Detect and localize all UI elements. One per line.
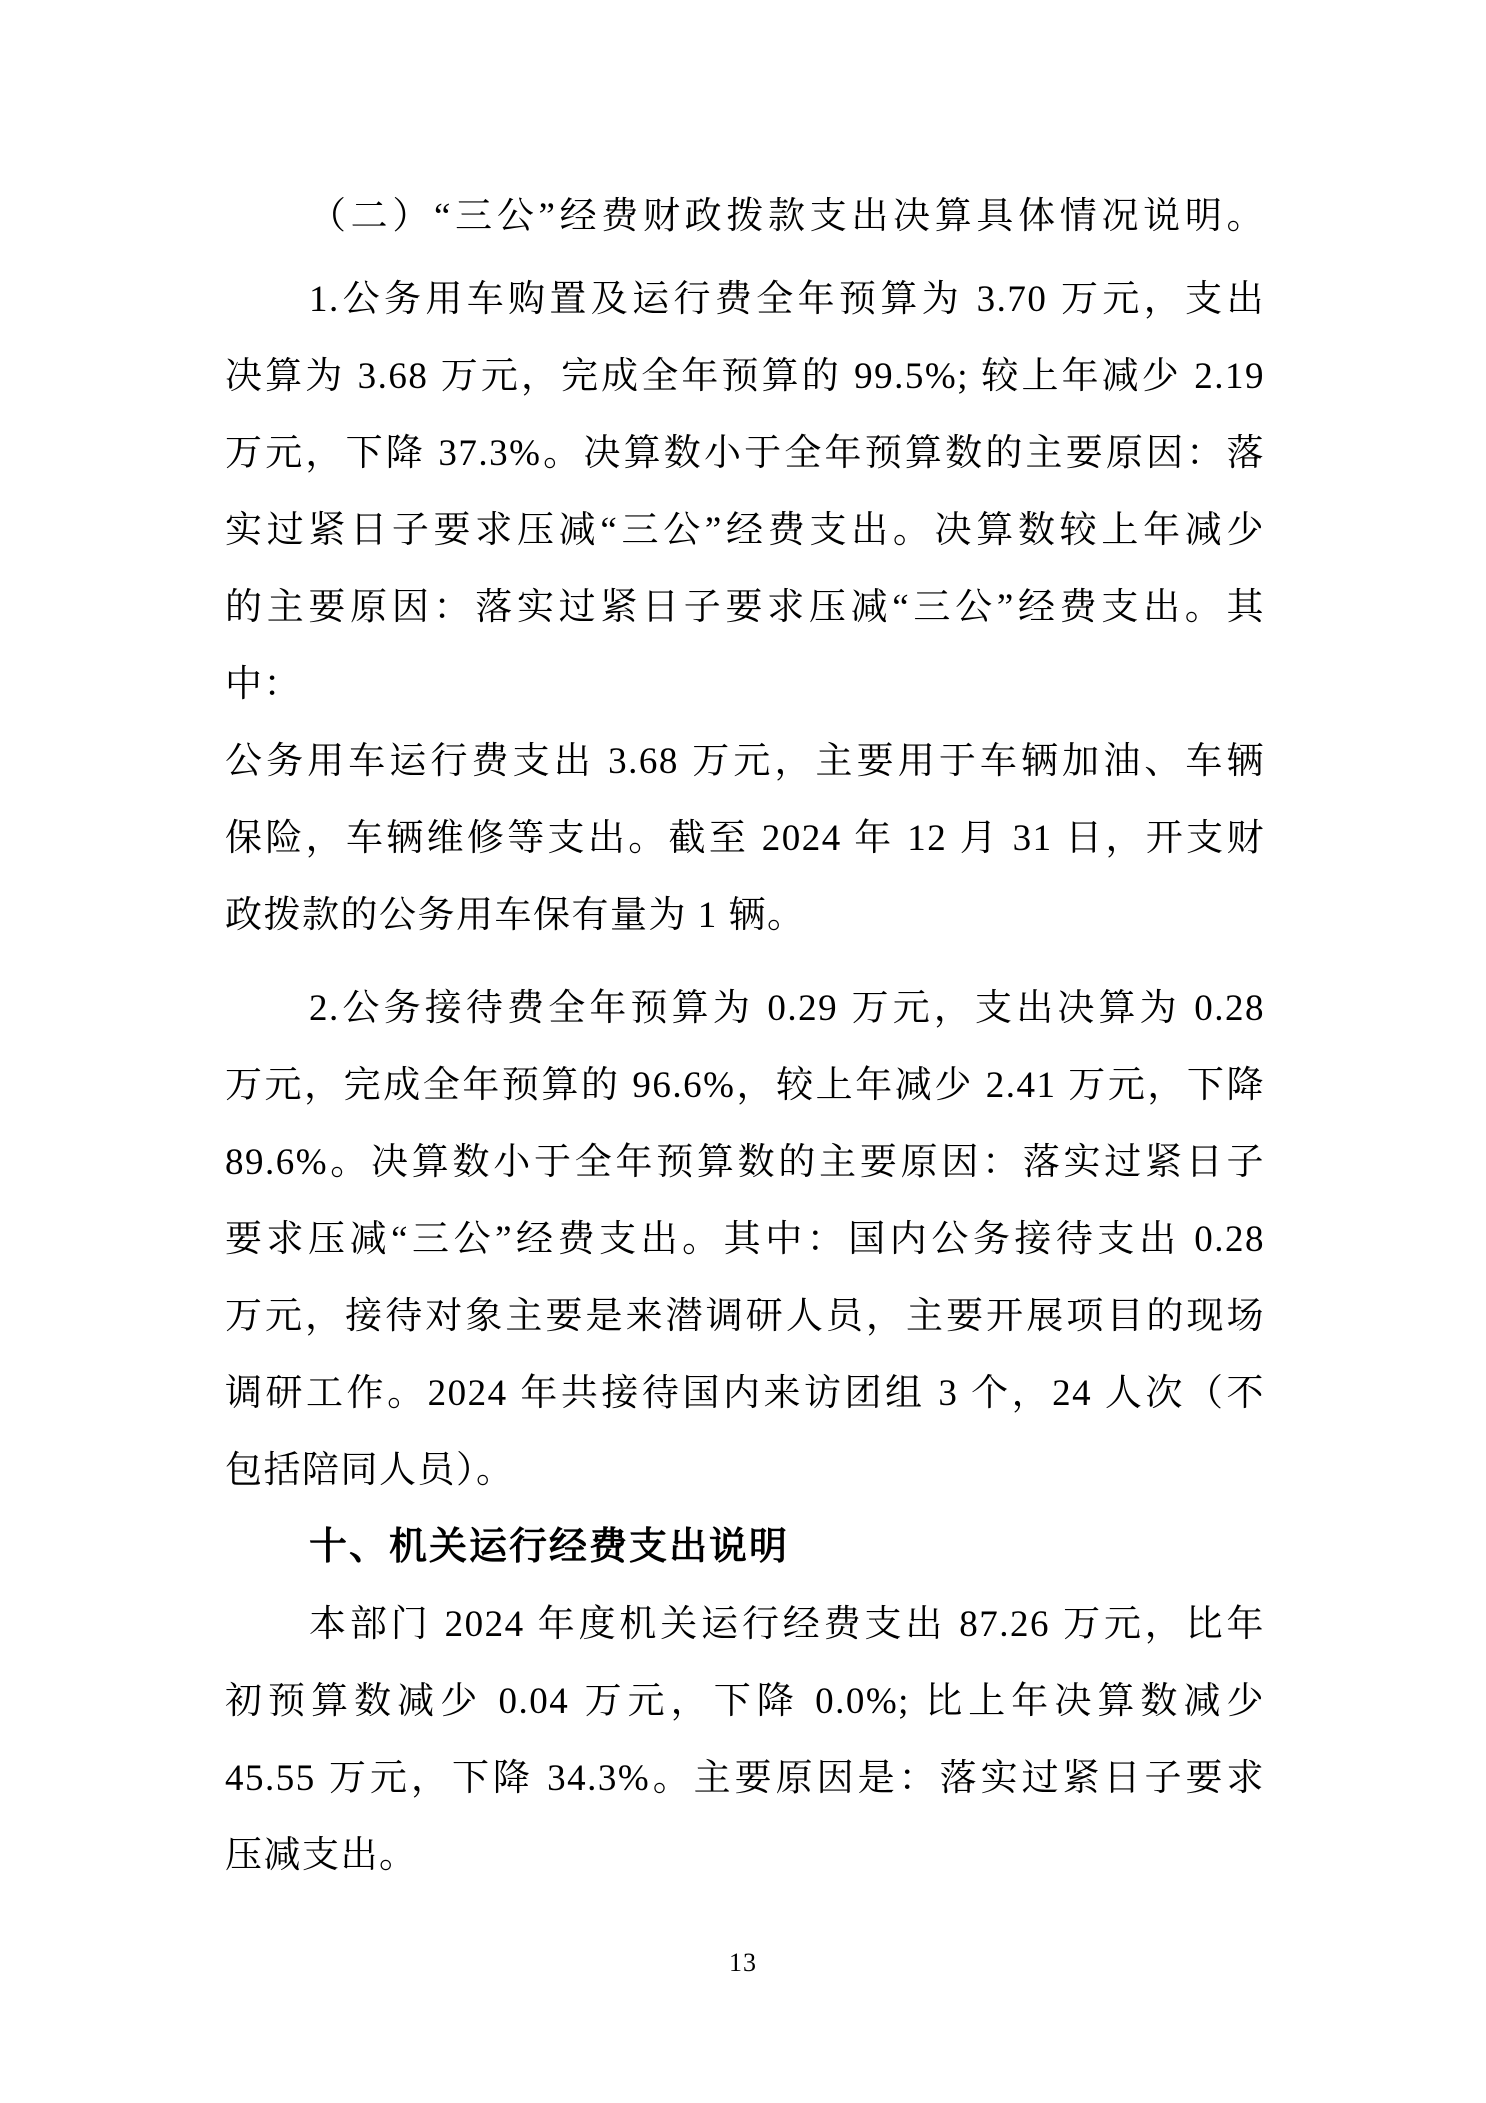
text-line: 调研工作。2024 年共接待国内来访团组 3 个，24 人次（不 <box>225 1373 1265 1414</box>
text-line: 包括陪同人员）。 <box>225 1450 515 1491</box>
section-heading-ten: 十、机关运行经费支出说明 <box>309 1526 790 1568</box>
subsection-heading-2: （二）“三公”经费财政拨款支出决算具体情况说明。 <box>309 196 1265 237</box>
text-line: 初预算数减少 0.04 万元，下降 0.0%; 比上年决算数减少 <box>225 1681 1265 1722</box>
text-line: 决算为 3.68 万元，完成全年预算的 99.5%; 较上年减少 2.19 <box>225 356 1265 397</box>
text-line: 万元，接待对象主要是来潜调研人员，主要开展项目的现场 <box>225 1296 1265 1337</box>
text-line: 压减支出。 <box>225 1835 418 1876</box>
text-line: 万元，完成全年预算的 96.6%，较上年减少 2.41 万元，下降 <box>225 1065 1265 1106</box>
text-line: 政拨款的公务用车保有量为 1 辆。 <box>225 895 806 936</box>
text-line: 45.55 万元，下降 34.3%。主要原因是：落实过紧日子要求 <box>225 1758 1265 1799</box>
text-line: 要求压减“三公”经费支出。其中：国内公务接待支出 0.28 <box>225 1219 1265 1260</box>
page-number: 13 <box>729 1948 757 1977</box>
text-line: 89.6%。决算数小于全年预算数的主要原因：落实过紧日子 <box>225 1142 1265 1183</box>
text-line: 1.公务用车购置及运行费全年预算为 3.70 万元，支出 <box>309 279 1265 320</box>
text-line: 公务用车运行费支出 3.68 万元，主要用于车辆加油、车辆 <box>225 741 1265 782</box>
text-line: 2.公务接待费全年预算为 0.29 万元，支出决算为 0.28 <box>309 988 1265 1029</box>
text-line: 本部门 2024 年度机关运行经费支出 87.26 万元，比年 <box>309 1604 1265 1645</box>
text-line: 万元，下降 37.3%。决算数小于全年预算数的主要原因：落 <box>225 433 1265 474</box>
document-body <box>225 178 1265 1894</box>
text-line: 保险，车辆维修等支出。截至 2024 年 12 月 31 日，开支财 <box>225 818 1265 859</box>
text-line: 实过紧日子要求压减“三公”经费支出。决算数较上年减少 <box>225 510 1265 551</box>
text-line: 的主要原因：落实过紧日子要求压减“三公”经费支出。其 <box>225 587 1265 628</box>
text-line: 中： <box>225 664 302 705</box>
